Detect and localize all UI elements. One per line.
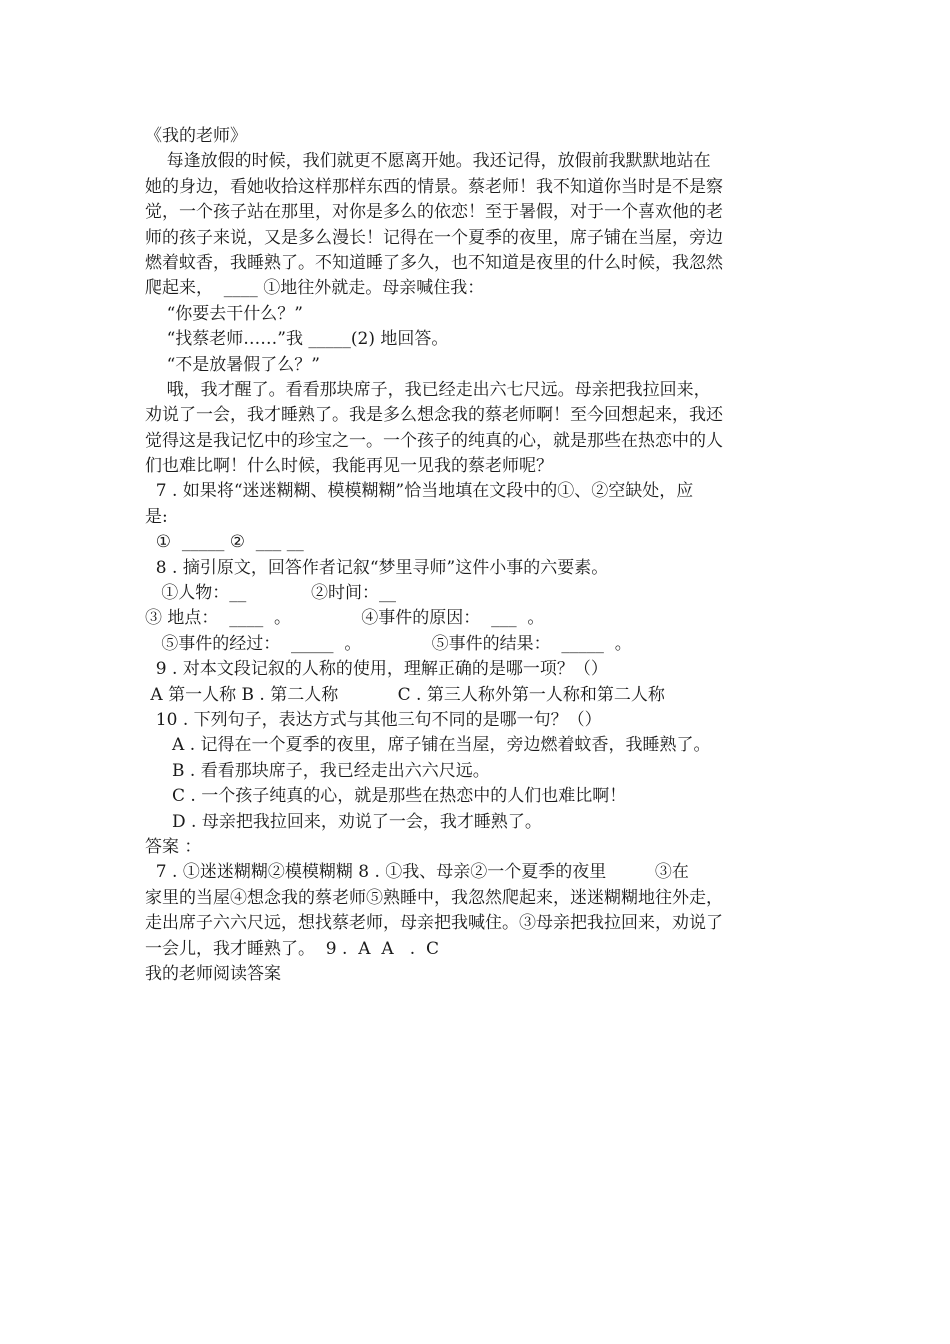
question-8-elements: ①人物：__ ②时间：__ xyxy=(145,583,397,604)
question-10-option-c: C . 一个孩子纯真的心，就是那些在热恋中的人们也难比啊！ xyxy=(145,786,627,807)
question-10: 10 . 下列句子，表达方式与其他三句不同的是哪一句？（） xyxy=(145,709,602,730)
passage-line: 哦，我才醒了。看看那块席子，我已经走出六七尺远。母亲把我拉回来， xyxy=(145,379,711,400)
answer-line: 走出席子六六尺远，想找蔡老师，母亲把我喊住。③母亲把我拉回来，劝说了 xyxy=(145,913,723,934)
passage-line: 觉，一个孩子站在那里，对你是多么的依恋！至于暑假，对于一个喜欢他的老 xyxy=(145,202,723,223)
document-title: 《我的老师》 xyxy=(145,126,247,146)
passage-line: 燃着蚊香，我睡熟了。不知道睡了多久，也不知道是夜里的什么时候，我忽然 xyxy=(145,252,723,273)
question-7: 7 . 如果将“迷迷糊糊、模模糊糊”恰当地填在文段中的①、②空缺处，应 xyxy=(145,481,694,502)
document-footer-title: 我的老师阅读答案 xyxy=(145,963,281,984)
answer-heading: 答案 ： xyxy=(145,836,202,857)
question-8-elements: ③ 地点： ____ 。 ④事件的原因： ___ 。 xyxy=(145,608,545,629)
passage-line: 师的孩子来说，又是多么漫长！记得在一个夏季的夜里，席子铺在当屋，旁边 xyxy=(145,227,723,248)
question-10-option-b: B . 看看那块席子，我已经走出六六尺远。 xyxy=(145,760,490,781)
passage-line: 劝说了一会，我才睡熟了。我是多么想念我的蔡老师啊！至今回想起来，我还 xyxy=(145,405,723,426)
answer-line: 7 . ①迷迷糊糊②模模糊糊 8 . ①我、母亲②一个夏季的夜里 ③在 xyxy=(145,862,689,883)
dialogue-line: “找蔡老师……”我 _____(2) 地回答。 xyxy=(145,329,449,350)
answer-line: 一会儿，我才睡熟了。 9 . A A . C xyxy=(145,938,440,959)
document-body xyxy=(145,124,795,987)
passage-line: 觉得这是我记忆中的珍宝之一。一个孩子的纯真的心，就是那些在热恋中的人 xyxy=(145,430,723,451)
question-10-option-a: A . 记得在一个夏季的夜里，席子铺在当屋，旁边燃着蚊香，我睡熟了。 xyxy=(145,735,711,756)
question-7-cont: 是: xyxy=(145,506,168,527)
dialogue-line: “不是放暑假了么？” xyxy=(145,354,320,375)
question-10-option-d: D . 母亲把我拉回来，劝说了一会，我才睡熟了。 xyxy=(145,811,542,832)
dialogue-line: “你要去干什么？” xyxy=(145,303,303,324)
passage-line: 爬起来， ____ ①地往外就走。母亲喊住我： xyxy=(145,278,485,299)
passage-line: 每逢放假的时候，我们就更不愿离开她。我还记得，放假前我默默地站在 xyxy=(145,151,711,172)
question-8-elements: ⑤事件的经过： _____ 。 ⑤事件的结果： _____ 。 xyxy=(145,633,632,654)
question-8: 8 . 摘引原文，回答作者记叙“梦里寻师”这件小事的六要素。 xyxy=(145,557,609,578)
question-9-options: A 第一人称 B . 第二人称 C . 第三人称外第一人称和第二人称 xyxy=(145,684,665,705)
passage-line: 她的身边，看她收拾这样那样东西的情景。蔡老师！我不知道你当时是不是察 xyxy=(145,176,723,197)
passage-line: 们也难比啊！什么时候，我能再见一见我的蔡老师呢？ xyxy=(145,456,553,477)
answer-line: 家里的当屋④想念我的蔡老师⑤熟睡中，我忽然爬起来，迷迷糊糊地往外走， xyxy=(145,887,723,908)
question-7-blanks: ① _____ ② ___ __ xyxy=(145,532,304,553)
question-9: 9 . 对本文段记叙的人称的使用，理解正确的是哪一项？（） xyxy=(145,659,608,680)
